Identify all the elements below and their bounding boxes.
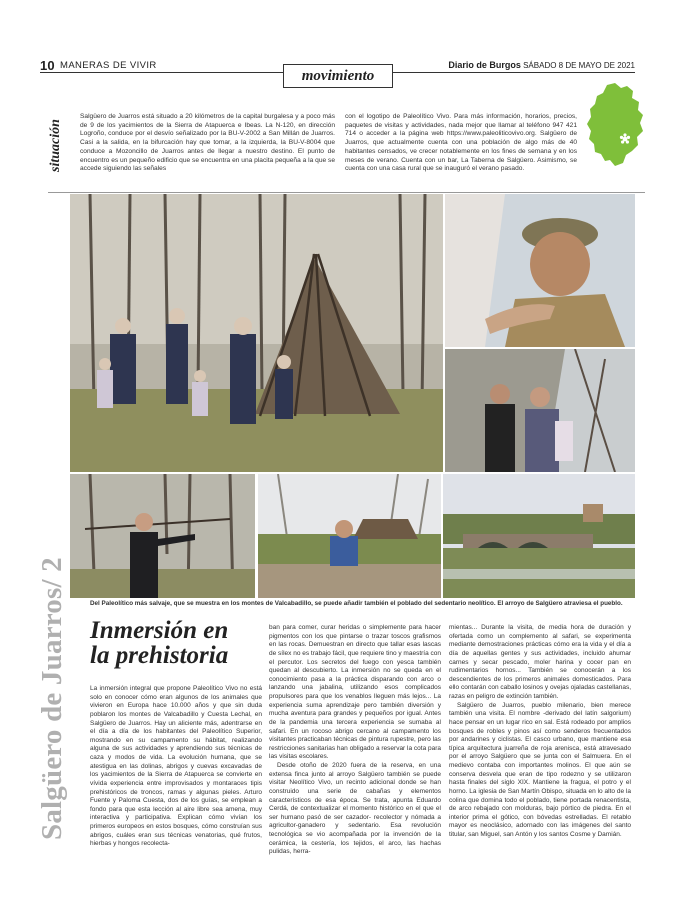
article-col-1 — [90, 685, 262, 849]
section-name: MANERAS DE VIVIR — [60, 60, 157, 71]
headline-line-2: la prehistoria — [90, 642, 229, 669]
headline-line-1: Inmersión en — [90, 617, 229, 644]
article-col-2 — [269, 624, 441, 857]
region-map-icon — [585, 82, 645, 167]
section-box: movimiento — [283, 64, 393, 88]
photo-women-dog — [445, 349, 635, 472]
situacion-col-2: con el logotipo de Paleolítico Vivo. Para más información, horarios, precios, paquetes de visitas y actividades, nada mejor que llamar al teléfono 947 421 714 o acceder a la página web https://www.paleoliticovivo.org. Salgüero de Juarros, que actualmente cuenta con una población de algo más de 40 habitantes censados, ve crecer notablemente en los fines de semana y en los meses de verano. Cuenta con un bar, La Taberna de Salgüero. Asimismo, se cuenta con una casa rural que se inauguró el verano pasado. — [345, 113, 577, 173]
newspaper-info — [448, 60, 635, 70]
photo-village-bridge — [443, 474, 635, 598]
article-paragraph: La inmersión integral que propone Paleolítico Vivo no está solo en conocer cómo eran algunos de los animales que vivieron en Europa hace 10.000 años y que sin duda poblaron los montes de Valcabadillo y Cuesta Lechal, en Salgüero de Juarros. Hay un aliciente más, adentrarse en el día a día de los habitantes del Paleolítico Superior, mostrando en su campamento su hábitat, realizando alguna de sus actividades y aprendiendo sus técnicas de caza y modos de vida. La evolución humana, que se atestigua en las dolinas, abrigos y cuevas excavadas de los yacimientos de la Sierra de Atapuerca se convierte en vívida experiencia entre improvisados y montaraces tipis prehistóricos de troncos, ramas y algunas pieles. Arturo Fuente y Paloma Cuesta, dos de los guías, se emplean a fondo para que esta lección al aire libre sea amena, muy interactiva y participativa. Explican cómo vivían los primeros europeos en estos bosques, cómo construían sus abrigos, cuáles eran sus técnicas venatorias, qué frutos, hierbas y hongos recolecta- — [90, 685, 262, 848]
photo-guide-flint — [445, 194, 635, 347]
page-number: 10 — [40, 58, 55, 73]
situacion-label — [48, 108, 76, 172]
vertical-title-text: Salgüero de Juarros/ 2 — [36, 557, 68, 840]
issue-date: SÁBADO 8 DE MAYO DE 2021 — [523, 61, 635, 70]
article-paragraph: Desde otoño de 2020 fuera de la reserva, en una extensa finca junto al arroyo Salgüero también se puede visitar Neolítico Vivo, un recinto adicional donde se han construido una serie de cabañas y elementos característicos de esa época. Se trata, apunta Eduardo Cerdá, de contextualizar el momento histórico en el que el ser humano pasó de ser cazador- recolector y nómada a agricultor-ganadero y sedentario. Esa revolución tecnológica se vio acompañada por la invención de la cerámica, la cestería, los tejidos, el arco, las hachas pulidas, herra- — [269, 762, 441, 856]
vertical-title — [36, 420, 76, 840]
article-paragraph: Salgüero de Juarros, pueblo milenario, bien merece también una visita. El nombre -derivado del latín salgorium) hace pensar en un lugar rico en sal. Está rodeado por amplios bosques de robles y pinos así como senderos frecuentados por andarines y ciclistas. El casco urbano, que mantiene esa típica arquitectura juarreña de roja arenisca, está atravesado por el arroyo Salgüero que se junta con el Salmuera. En el medievo contaba con importantes molinos. El que aún se conserva desvela que eran de tipo rodezno y se utilizaron hasta finales del siglo XIX. Mantiene la fragua, el potro y el horno. La iglesia de San Martín Obispo, situada en lo alto de la colina que domina todo el poblado, tiene portada renacentista, de arco rebajado con molduras, bajo pórtico de piedra. En el interior prima el gótico, con bóvedas estrelladas. El retablo mayor es neoclásico, adornado con las imágenes del santo titular, san Miguel, san Antón y los santos Cosme y Damián. — [449, 701, 631, 838]
article-col-3 — [449, 624, 631, 840]
article-paragraph: ban para comer, curar heridas o simplemente para hacer pigmentos con los que pintarse o trazar toscos grafismos en las rocas. Demuestran en directo que tallar esas lascas de sílex no es trabajo fácil, que requiere tino y maestría con el percutor. Los secretos del fuego con yesca también quedan al descubierto. La inmersión no se queda en el conocimiento pasa a la práctica disparando con arco o lanzando una jabalina, utilizando esos complicados propulsores para que los venablos lleguen más lejos... La experiencia suma aprendizaje pero también diversión y mucha aventura para grandes y pequeños por igual. Antes de la pandemia una tercera experiencia se sumaba al safari. En un rocoso abrigo cercano al campamento los visitantes practicaban técnicas de pintura rupestre, pero las restricciones sanitarias han obligado a reservar la cota para las visitas escolares. — [269, 624, 441, 761]
article-paragraph: mientas... Durante la visita, de media hora de duración y ofertada como un complemento al safari, se experimenta mediante demostraciones prácticas cómo era la vida y el día a día de aquellas gentes y sus actividades, incluido ahumar carnes y secar pescado, moler harina y cocer pan en rudimentarios hornos... También se conocerán a los descendientes de los primeros animales domesticados. Para ello contarán con caballo losinos y ovejas ojaladas castellanas, razas en peligro de extinción también. — [449, 624, 631, 700]
situacion-col-1: Salgüero de Juarros está situado a 20 kilómetros de la capital burgalesa y a poco más de 9 de los yacimientos de la Sierra de Atapuerca e Ibeas. La N-120, en dirección Logroño, conduce por el desvío señalizado por la BU-V-2002 a San Millán de Juarros. Casi a la salida, en la bifurcación hay que tomar, a la izquierda, la BU-V-8004 que conduce a Mozoncillo de Juarros antes de llegar a nuestro destino. El punto de encuentro es un pequeño edificio que se encuentra en una placita pequeña a la que se accede siguiendo las señales — [80, 113, 335, 173]
photo-caption: Del Paleolítico más salvaje, que se muestra en los montes de Valcabadillo, se puede añadir también el poblado del sedentario neolítico. El arroyo de Salgüero atraviesa el pueblo. — [90, 600, 623, 607]
newspaper-name: Diario de Burgos — [448, 60, 521, 70]
photo-spear-throw — [70, 474, 255, 598]
headline — [90, 618, 265, 668]
situacion-label-text: situación — [48, 119, 63, 172]
photo-neolithic-village — [258, 474, 441, 598]
situacion-rule — [48, 192, 645, 193]
main-photo-family-tipi — [70, 194, 443, 472]
